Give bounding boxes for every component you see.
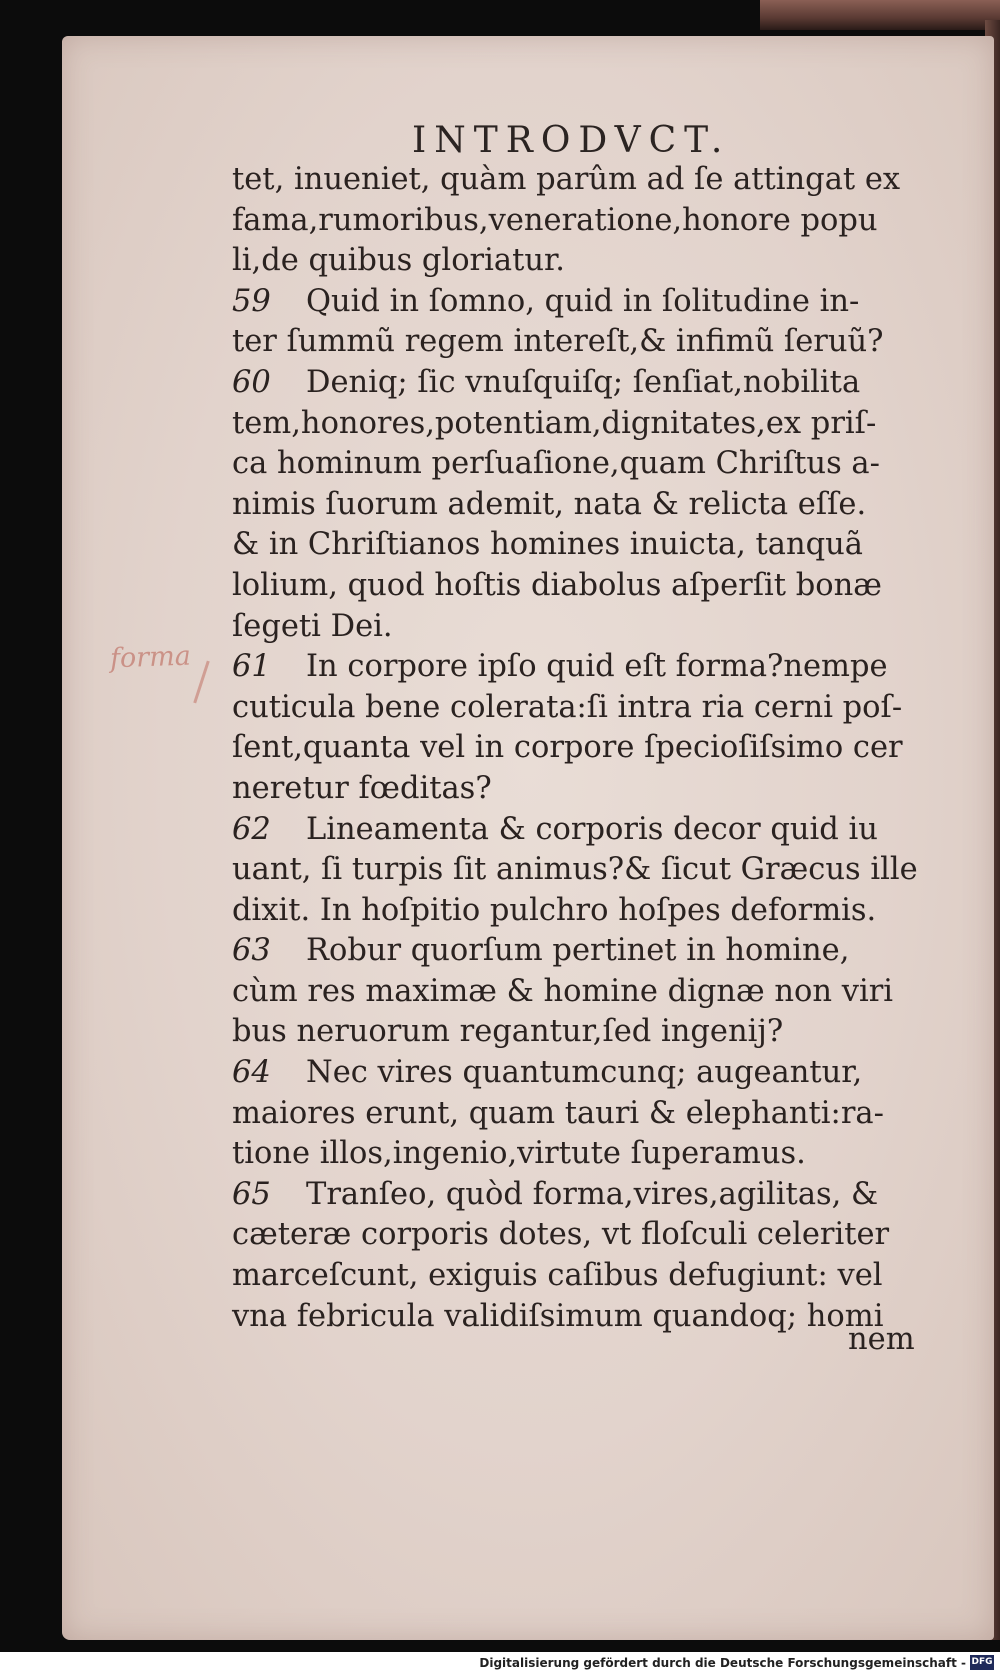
- text-line: [232, 160, 932, 201]
- text-line: [232, 485, 932, 526]
- text-line: [232, 1094, 932, 1135]
- text-line: [232, 891, 932, 932]
- line-text: cæteræ corporis dotes, vt floſculi celeriter: [232, 1217, 890, 1253]
- line-text: ſegeti Dei.: [232, 608, 393, 644]
- text-line: [232, 201, 932, 242]
- text-line: [232, 850, 932, 891]
- line-text: li,de quibus gloriatur.: [232, 243, 565, 279]
- footer-credit: Digitalisierung gefördert durch die Deutsche Forschungsgemeinschaft -: [479, 1656, 966, 1670]
- text-line: [232, 972, 932, 1013]
- text-line: [232, 728, 932, 769]
- section-number: 65: [232, 1176, 271, 1212]
- page-edges-top: [760, 0, 1000, 30]
- line-text: Tranſeo, quòd forma,vires,agilitas, &: [306, 1176, 879, 1212]
- line-text: cùm res maximæ & homine dignæ non viri: [232, 973, 894, 1009]
- text-line: [232, 688, 932, 729]
- text-line: [232, 1256, 932, 1297]
- line-text: fama,rumoribus,veneratione,honore popu: [232, 202, 878, 238]
- line-text: cuticula bene colerata:ſi intra ria cerni poſ-: [232, 689, 903, 725]
- running-head: INTRODVCT.: [412, 120, 731, 161]
- text-line: [232, 525, 932, 566]
- line-text: & in Chriſtianos homines inuicta, tanquã: [232, 527, 863, 563]
- text-line: [232, 282, 932, 323]
- dfg-logo-icon: DFG: [970, 1655, 994, 1670]
- line-text: In corpore ipſo quid eſt forma?nempe: [306, 649, 888, 685]
- text-line: [232, 1053, 932, 1094]
- text-line: [232, 1134, 932, 1175]
- text-line: [232, 566, 932, 607]
- line-text: lolium, quod hoſtis diabolus aſperſit bonæ: [232, 567, 882, 603]
- line-text: ca hominum perſuaſione,quam Chriſtus a-: [232, 446, 880, 482]
- line-text: tet, inueniet, quàm parûm ad ſe attingat ex: [232, 162, 901, 197]
- text-line: [232, 404, 932, 445]
- text-line: [232, 444, 932, 485]
- line-text: ter ſummũ regem intereſt,& infimũ ſeruũ?: [232, 324, 884, 360]
- line-text: Lineamenta & corporis decor quid iu: [306, 811, 878, 847]
- line-text: nimis ſuorum ademit, nata & relicta eſſe.: [232, 486, 867, 522]
- margin-annotation: forma: [109, 640, 192, 675]
- line-text: maiores erunt, quam tauri & elephanti:ra-: [232, 1095, 884, 1131]
- line-text: Deniq; ſic vnuſquiſq; ſenſiat,nobilita: [306, 364, 861, 400]
- text-line: [232, 769, 932, 810]
- line-text: tem,honores,potentiam,dignitates,ex priſ-: [232, 405, 877, 441]
- section-number: 60: [232, 364, 271, 400]
- text-line: [232, 931, 932, 972]
- text-line: [232, 363, 932, 404]
- line-text: marceſcunt, exiguis caſibus defugiunt: vel: [232, 1258, 883, 1294]
- text-line: [232, 810, 932, 851]
- line-text: neretur fœditas?: [232, 770, 492, 806]
- text-line: [232, 607, 932, 648]
- catchword: nem: [848, 1322, 915, 1357]
- text-line: [232, 1175, 932, 1216]
- line-text: uant, ſi turpis ſit animus?& ſicut Græcus ille: [232, 852, 918, 888]
- body-text: [232, 160, 932, 1337]
- line-text: dixit. In hoſpitio pulchro hoſpes deformis.: [232, 892, 877, 928]
- text-line: [232, 1297, 932, 1338]
- line-text: tione illos,ingenio,virtute ſuperamus.: [232, 1136, 806, 1172]
- line-text: Quid in ſomno, quid in ſolitudine in-: [306, 283, 860, 319]
- line-text: vna febricula validiſsimum quandoq; homi: [232, 1298, 884, 1334]
- line-text: ſent,quanta vel in corpore ſpecioſiſsimo cer: [232, 730, 903, 766]
- section-number: 61: [232, 649, 271, 685]
- text-line: [232, 647, 932, 688]
- text-line: [232, 1215, 932, 1256]
- line-text: bus neruorum regantur,ſed ingenij?: [232, 1014, 784, 1050]
- line-text: Nec vires quantumcunq; augeantur,: [306, 1055, 863, 1091]
- text-line: [232, 241, 932, 282]
- line-text: Robur quorſum pertinet in homine,: [306, 933, 850, 969]
- section-number: 59: [232, 283, 271, 319]
- section-number: 62: [232, 811, 271, 847]
- section-number: 64: [232, 1055, 271, 1091]
- text-line: [232, 1012, 932, 1053]
- section-number: 63: [232, 933, 271, 969]
- text-line: [232, 322, 932, 363]
